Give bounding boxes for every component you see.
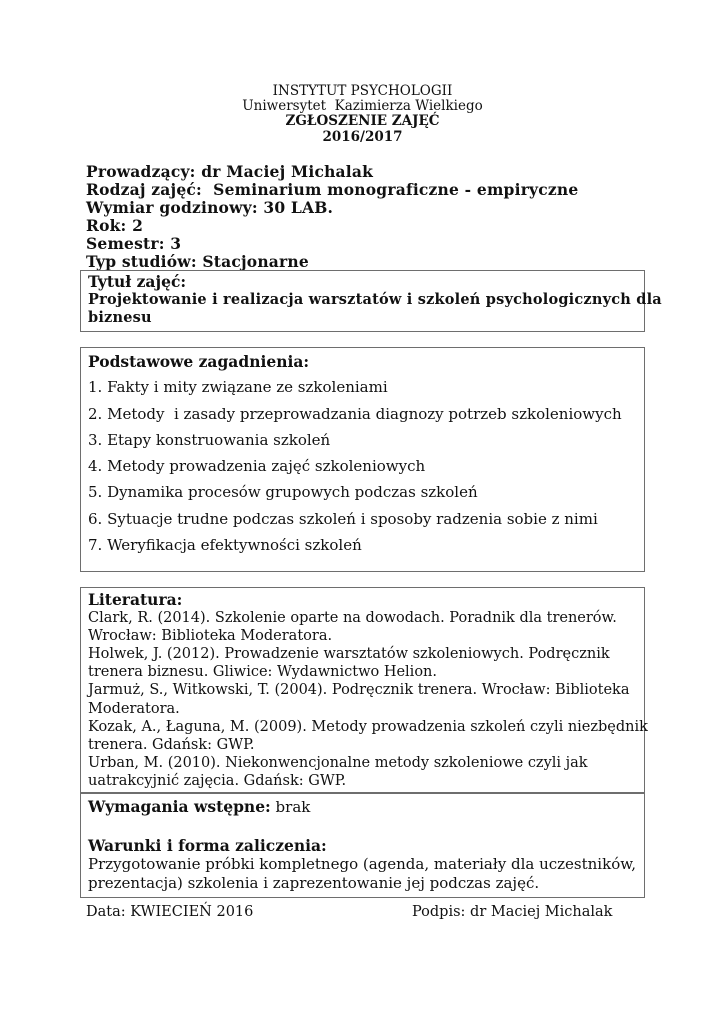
topics-box — [80, 347, 645, 572]
field-study-mode — [86, 253, 641, 271]
field-lecturer-label: Prowadzący: — [86, 162, 196, 181]
topic-item-4: 4. Metody prowadzenia zajęć szkoleniowych — [88, 457, 426, 476]
field-semester-value: 3 — [164, 234, 182, 254]
requirements-box — [80, 792, 645, 898]
field-semester-label: Semestr: — [86, 234, 165, 254]
literature-line: uatrakcyjnić zajęcia. Gdańsk: GWP. — [88, 772, 347, 789]
grading-line-1: Przygotowanie próbki kompletnego (agenda, materiały dla uczestników, — [88, 855, 637, 873]
field-hours — [86, 199, 641, 217]
topic-item-5: 5. Dynamika procesów grupowych podczas szkoleń — [88, 483, 478, 502]
field-lecturer — [86, 163, 641, 181]
date-field: Data: KWIECIEŃ 2016 — [86, 904, 254, 920]
course-info-block — [86, 163, 641, 272]
grading-heading: Warunki i forma zaliczenia: — [88, 836, 327, 855]
literature-line: Moderatora. — [88, 700, 180, 717]
field-year-value: 2 — [126, 216, 144, 236]
literature-line: Clark, R. (2014). Szkolenie oparte na dowodach. Poradnik dla trenerów. — [88, 610, 617, 627]
blank-line — [88, 817, 637, 836]
prerequisites-value: brak — [270, 798, 311, 816]
topic-item-6: 6. Sytuacje trudne podczas szkoleń i sposoby radzenia sobie z nimi — [88, 509, 598, 528]
grading-line-2: prezentacja) szkolenia i zaprezentowanie jej podczas zajęć. — [88, 874, 540, 892]
literature-line: Wrocław: Biblioteka Moderatora. — [88, 628, 333, 645]
course-title-line-1: Projektowanie i realizacja warsztatów i szkoleń psychologicznych dla — [88, 291, 662, 308]
field-semester — [86, 235, 641, 253]
signature-field: Podpis: dr Maciej Michalak — [412, 904, 613, 920]
topic-item-2: 2. Metody i zasady przeprowadzania diagnozy potrzeb szkoleniowych — [88, 404, 622, 423]
footer-row — [86, 903, 645, 921]
topic-item-7: 7. Weryfikacja efektywności szkoleń — [88, 536, 362, 555]
topic-item-3: 3. Etapy konstruowania szkoleń — [88, 430, 331, 449]
field-class-type — [86, 181, 641, 199]
academic-year: 2016/2017 — [322, 128, 403, 145]
course-title-heading: Tytuł zajęć: — [88, 272, 187, 291]
field-lecturer-value: dr Maciej Michalak — [195, 162, 374, 181]
prerequisites-label: Wymagania wstępne: — [88, 797, 271, 816]
course-title-line-2: biznesu — [88, 309, 152, 326]
university-name: Uniwersytet Kazimierza Wielkiego — [242, 98, 483, 115]
literature-box — [80, 587, 648, 794]
literature-line: Jarmuż, S., Witkowski, T. (2004). Podręcznik trenera. Wrocław: Biblioteka — [88, 682, 630, 699]
literature-heading: Literatura: — [88, 590, 183, 609]
institute-name: INSTYTUT PSYCHOLOGII — [272, 83, 453, 99]
letterhead — [80, 84, 645, 145]
field-class-type-value: Seminarium monograficzne - empiryczne — [201, 180, 579, 200]
topic-item-1: 1. Fakty i mity związane ze szkoleniami — [88, 378, 388, 397]
literature-line: trenera biznesu. Gliwice: Wydawnictwo Helion. — [88, 664, 437, 681]
field-study-mode-value: Stacjonarne — [196, 252, 309, 272]
field-class-type-label: Rodzaj zajęć: — [86, 180, 202, 200]
form-title: ZGŁOSZENIE ZAJĘĆ — [285, 113, 440, 130]
literature-line: Urban, M. (2010). Niekonwencjonalne metody szkoleniowe czyli jak — [88, 754, 588, 771]
topics-heading: Podstawowe zagadnienia: — [88, 352, 310, 371]
field-hours-label: Wymiar godzinowy: — [86, 198, 258, 218]
prerequisites-row — [88, 797, 637, 817]
literature-line: trenera. Gdańsk: GWP. — [88, 736, 255, 753]
literature-line: Kozak, A., Łaguna, M. (2009). Metody prowadzenia szkoleń czyli niezbędnik — [88, 718, 648, 735]
field-study-mode-label: Typ studiów: — [86, 252, 197, 272]
literature-line: Holwek, J. (2012). Prowadzenie warsztatów szkoleniowych. Podręcznik — [88, 646, 610, 663]
field-hours-value: 30 LAB. — [257, 198, 334, 218]
course-title-box — [80, 270, 662, 332]
field-year-label: Rok: — [86, 216, 127, 236]
field-year — [86, 217, 641, 235]
